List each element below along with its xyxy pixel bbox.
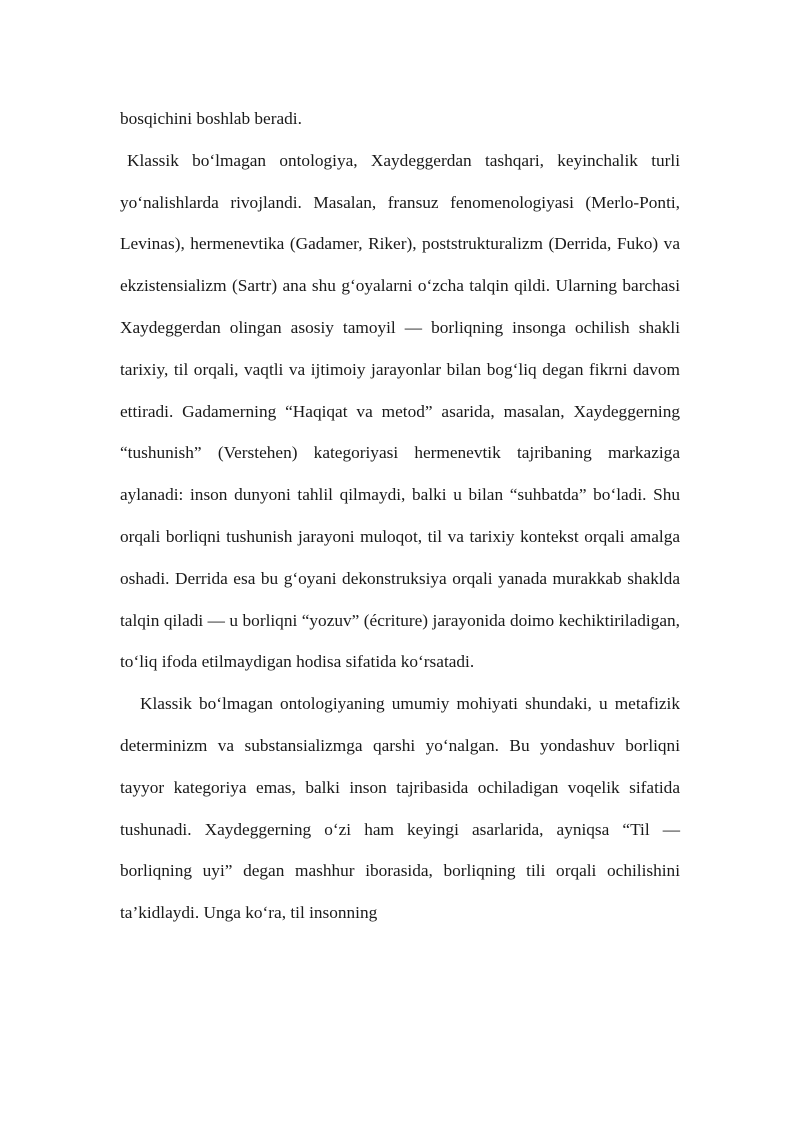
paragraph-continuation: bosqichini boshlab beradi. [120,109,302,128]
paragraph-non-classical-ontology-essence: Klassik bo‘lmagan ontologiyaning umumiy mohiyati shundaki, u metafizik determinizm va substansializmga qarshi yo‘nalgan. Bu yondashuv borliqni tayyor kategoriya emas, balki inson tajribasida ochiladigan voqelik sifatida tushunadi. Xaydeggerning o‘zi ham keyingi asarlarida, ayniqsa “Til — borliqning uyi” degan mashhur iborasida, borliqning tili orqali ochilishini ta’kidlaydi. Unga ko‘ra, til insonning [120,694,680,923]
paragraph-non-classical-ontology-schools: Klassik bo‘lmagan ontologiya, Xaydeggerdan tashqari, keyinchalik turli yo‘nalishlarda rivojlandi. Masalan, fransuz fenomenologiyasi (Merlo-Ponti, Levinas), hermenevtika (Gadamer, Riker), poststrukturalizm (Derrida, Fuko) va ekzistensializm (Sartr) ana shu g‘oyalarni o‘zcha talqin qildi. Ularning barchasi Xaydeggerdan olingan asosiy tamoyil — borliqning insonga ochilish shakli tarixiy, til orqali, vaqtli va ijtimoiy jarayonlar bilan bog‘liq degan fikrni davom ettiradi. Gadamerning “Haqiqat va metod” asarida, masalan, Xaydeggerning “tushunish” (Verstehen) kategoriyasi hermenevtik tajribaning markaziga aylanadi: inson dunyoni tahlil qilmaydi, balki u bilan “suhbatda” bo‘ladi. Shu orqali borliqni tushunish jarayoni muloqot, til va tarixiy kontekst orqali amalga oshadi. Derrida esa bu g‘oyani dekonstruksiya orqali yanada murakkab shaklda talqin qiladi — u borliqni “yozuv” (écriture) jarayonida doimo kechiktiriladigan, to‘liq ifoda etilmaydigan hodisa sifatida ko‘rsatadi. [120,150,680,672]
document-page [120,98,680,934]
